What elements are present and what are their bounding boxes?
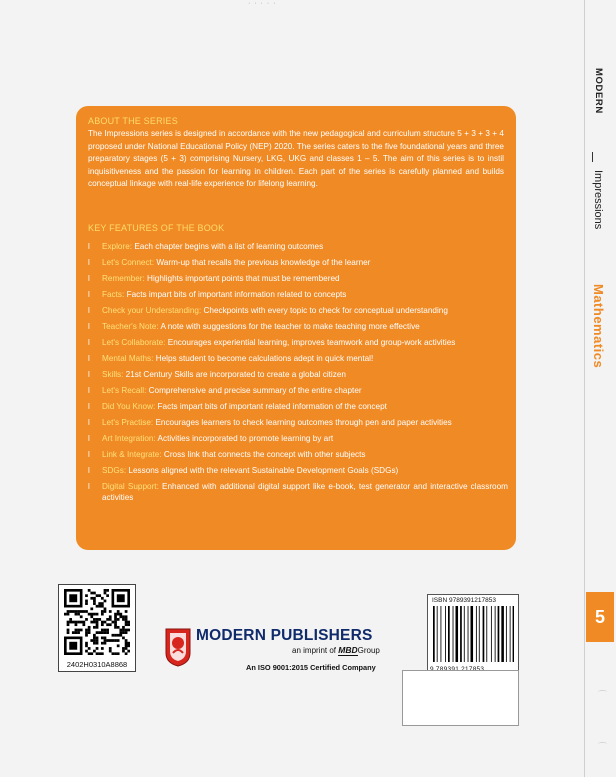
- publisher-emblem-icon: [164, 627, 192, 667]
- feature-item: [88, 433, 508, 444]
- fold-mark-icon: ⌒: [598, 742, 608, 752]
- feature-description: Cross link that connects the concept with other subjects: [161, 450, 366, 459]
- feature-description: 21st Century Skills are incorporated to create a global citizen: [123, 370, 346, 379]
- publisher-imprint: [292, 645, 380, 655]
- feature-description: A note with suggestions for the teacher to make teaching more effective: [158, 322, 420, 331]
- qr-code-icon: [64, 589, 130, 655]
- feature-description: Checkpoints with every topic to check for conceptual understanding: [201, 306, 448, 315]
- iso-certification: An ISO 9001:2015 Certified Company: [246, 663, 376, 672]
- info-panel: [76, 106, 516, 550]
- feature-item: [88, 449, 508, 460]
- bullet-icon: l: [88, 482, 90, 491]
- feature-term: SDGs:: [102, 466, 127, 475]
- feature-item: [88, 289, 508, 300]
- bullet-icon: l: [88, 386, 90, 395]
- about-heading: ABOUT THE SERIES: [88, 116, 178, 126]
- feature-term: Let's Connect:: [102, 258, 155, 267]
- feature-item: [88, 337, 508, 348]
- feature-item: [88, 385, 508, 396]
- feature-term: Did You Know:: [102, 402, 156, 411]
- bullet-icon: l: [88, 258, 90, 267]
- fold-mark-icon: ⌒: [598, 690, 608, 700]
- feature-description: Highlights important points that must be remembered: [144, 274, 340, 283]
- bullet-icon: l: [88, 434, 90, 443]
- feature-term: Facts:: [102, 290, 125, 299]
- feature-description: Enhanced with additional digital support like e-book, test generator and interactive classroom activities: [102, 482, 508, 503]
- feature-description: Lessons aligned with the relevant Sustainable Development Goals (SDGs): [126, 466, 399, 475]
- feature-description: Comprehensive and precise summary of the entire chapter: [146, 386, 362, 395]
- bullet-icon: l: [88, 354, 90, 363]
- bullet-icon: l: [88, 466, 90, 475]
- feature-term: Let's Recall:: [102, 386, 147, 395]
- features-heading: KEY FEATURES OF THE BOOK: [88, 223, 225, 233]
- print-marks: · · · · ·: [248, 0, 277, 7]
- imprint-brand: MBD: [338, 645, 358, 655]
- barcode-icon: [432, 606, 514, 662]
- feature-term: Skills:: [102, 370, 124, 379]
- imprint-suffix: Group: [357, 646, 380, 655]
- bullet-icon: l: [88, 338, 90, 347]
- isbn-barcode-box: [427, 594, 519, 676]
- feature-description: Each chapter begins with a list of learning outcomes: [132, 242, 324, 251]
- feature-description: Encourages learners to check learning outcomes through pen and paper activities: [153, 418, 452, 427]
- bullet-icon: l: [88, 290, 90, 299]
- grade-badge: 5: [586, 592, 614, 642]
- feature-term: Teacher's Note:: [102, 322, 159, 331]
- feature-item: [88, 465, 508, 476]
- feature-description: Activities incorporated to promote learning by art: [155, 434, 334, 443]
- feature-item: [88, 353, 508, 364]
- qr-code-label: 2402H0310A8868: [66, 660, 128, 669]
- feature-term: Explore:: [102, 242, 133, 251]
- feature-term: Link & Integrate:: [102, 450, 162, 459]
- feature-item: [88, 321, 508, 332]
- bullet-icon: l: [88, 274, 90, 283]
- bullet-icon: l: [88, 306, 90, 315]
- feature-item: [88, 273, 508, 284]
- feature-item: [88, 369, 508, 380]
- bullet-icon: l: [88, 370, 90, 379]
- feature-term: Check your Understanding:: [102, 306, 202, 315]
- spine-series-name: Impressions: [592, 170, 604, 230]
- about-body: The Impressions series is designed in accordance with the new pedagogical and curriculum structure 5 + 3 + 3 + 4 proposed under National Educational Policy (NEP) 2020. The series caters to the five foundational years and three preparatory stages (5 + 3) comprising Nursery, LKG, UKG and classes 1 – 5. The aim of this series is to instil inquisitiveness and the passion for learning in children. Each part of the series is carefully planned and builds conceptual linkage with real-life experience for lifelong learning.: [88, 129, 504, 189]
- spine-subject: Mathematics: [591, 284, 606, 369]
- feature-term: Digital Support:: [102, 482, 159, 491]
- feature-item: [88, 257, 508, 268]
- feature-description: Facts impart bits of important related information of the concept: [155, 402, 387, 411]
- bullet-icon: l: [88, 418, 90, 427]
- publisher-name: MODERN PUBLISHERS: [196, 627, 373, 644]
- price-box: [402, 670, 519, 726]
- isbn-label: ISBN 9789391217853: [432, 597, 496, 604]
- feature-description: Warm-up that recalls the previous knowledge of the learner: [154, 258, 371, 267]
- feature-item: [88, 481, 508, 503]
- features-list: [88, 241, 508, 508]
- feature-item: [88, 417, 508, 428]
- bullet-icon: l: [88, 322, 90, 331]
- bullet-icon: l: [88, 402, 90, 411]
- feature-item: [88, 241, 508, 252]
- qr-code-box: [58, 584, 136, 672]
- feature-term: Let's Collaborate:: [102, 338, 166, 347]
- bullet-icon: l: [88, 242, 90, 251]
- feature-description: Helps student to become calculations adept in quick mental!: [153, 354, 374, 363]
- feature-item: [88, 401, 508, 412]
- feature-term: Art Integration:: [102, 434, 156, 443]
- feature-term: Remember:: [102, 274, 145, 283]
- feature-term: Mental Maths:: [102, 354, 154, 363]
- bullet-icon: l: [88, 450, 90, 459]
- spine-separator: [592, 152, 593, 162]
- spine-divider: [584, 0, 585, 777]
- imprint-prefix: an imprint of: [292, 646, 339, 655]
- feature-description: Facts impart bits of important information related to concepts: [124, 290, 347, 299]
- feature-description: Encourages experiential learning, improves teamwork and group-work activities: [165, 338, 456, 347]
- feature-item: [88, 305, 508, 316]
- spine-brand: MODERN: [593, 68, 604, 114]
- feature-term: Let's Practise:: [102, 418, 154, 427]
